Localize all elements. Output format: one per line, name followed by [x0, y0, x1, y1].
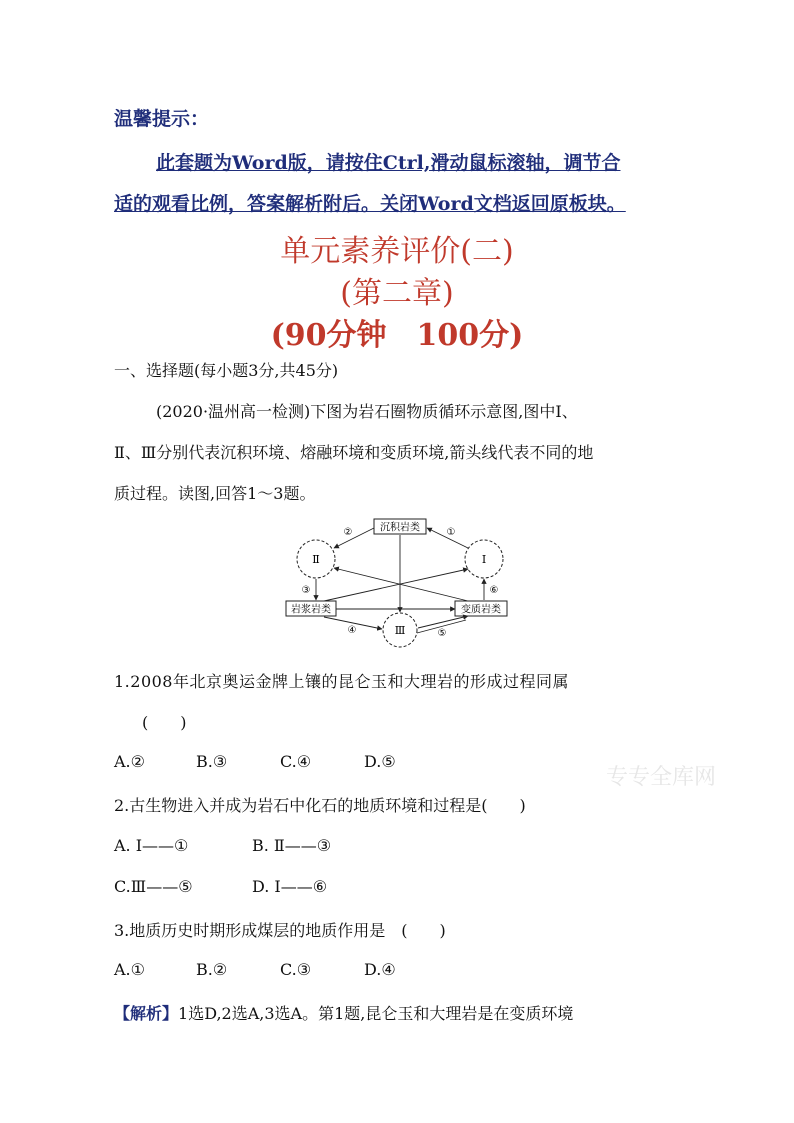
box-right-label: 变质岩类 — [461, 604, 501, 616]
box-top-label: 沉积岩类 — [380, 522, 420, 534]
answer-tag: 【解析】 — [114, 1004, 179, 1023]
q2-option-b: B. Ⅱ——③ — [252, 836, 332, 855]
chapter-title: (第二章) — [340, 276, 454, 311]
q3-option-d: D.④ — [364, 960, 396, 979]
q2-option-c: C.Ⅲ——⑤ — [114, 877, 193, 896]
circle-right-label: Ⅰ — [481, 553, 487, 566]
intro-line-2: Ⅱ、Ⅲ分别代表沉积环境、熔融环境和变质环境,箭头线代表不同的地 — [114, 443, 594, 462]
q3-option-c: C.③ — [280, 960, 312, 979]
tip-line-2: 适的观看比例，答案解析附后。关闭Word文档返回原板块。 — [114, 193, 626, 215]
q1-option-a: A.② — [114, 752, 145, 771]
q3-option-a: A.① — [114, 960, 145, 979]
tip-line-1: 此套题为Word版，请按住Ctrl,滑动鼠标滚轴，调节合 — [156, 152, 621, 174]
q1-option-d: D.⑤ — [364, 752, 396, 771]
q1-option-c: C.④ — [280, 752, 312, 771]
watermark: 专专全库网 — [606, 765, 717, 790]
time-score: (90分钟 100分) — [270, 318, 524, 353]
q1-option-b: B.③ — [196, 752, 228, 771]
question-1: 1.2008年北京奥运金牌上镶的昆仑玉和大理岩的形成过程同属 — [114, 672, 569, 691]
q3-option-b: B.② — [196, 960, 228, 979]
process-label-6: ⑥ — [489, 585, 499, 596]
process-label-3: ③ — [301, 585, 311, 596]
question-2: 2.古生物进入并成为岩石中化石的地质环境和过程是( ) — [114, 796, 526, 815]
unit-title: 单元素养评价(二) — [280, 234, 514, 269]
section-title: 一、选择题(每小题3分,共45分) — [114, 361, 339, 380]
rock-cycle-diagram — [280, 512, 520, 648]
answer-text: 1选D,2选A,3选A。第1题,昆仑玉和大理岩是在变质环境 — [178, 1004, 574, 1023]
circle-bottom-label: Ⅲ — [394, 624, 406, 637]
intro-line-1: (2020·温州高一检测)下图为岩石圈物质循环示意图,图中Ⅰ、 — [156, 402, 578, 421]
intro-line-3: 质过程。读图,回答1～3题。 — [114, 484, 316, 503]
question-3: 3.地质历史时期形成煤层的地质作用是 ( ) — [114, 921, 446, 940]
question-1-paren: ( ) — [142, 713, 187, 732]
process-label-1: ① — [446, 527, 456, 538]
process-label-4: ④ — [347, 625, 357, 636]
q2-option-a: A. Ⅰ——① — [114, 836, 189, 855]
process-label-2: ② — [343, 527, 353, 538]
box-left-label: 岩浆岩类 — [291, 604, 331, 616]
process-label-5: ⑤ — [437, 628, 447, 639]
tip-title: 温馨提示： — [114, 108, 210, 130]
q2-option-d: D. Ⅰ——⑥ — [252, 877, 328, 896]
answer-explanation — [114, 1001, 573, 1024]
circle-left-label: Ⅱ — [312, 553, 320, 566]
